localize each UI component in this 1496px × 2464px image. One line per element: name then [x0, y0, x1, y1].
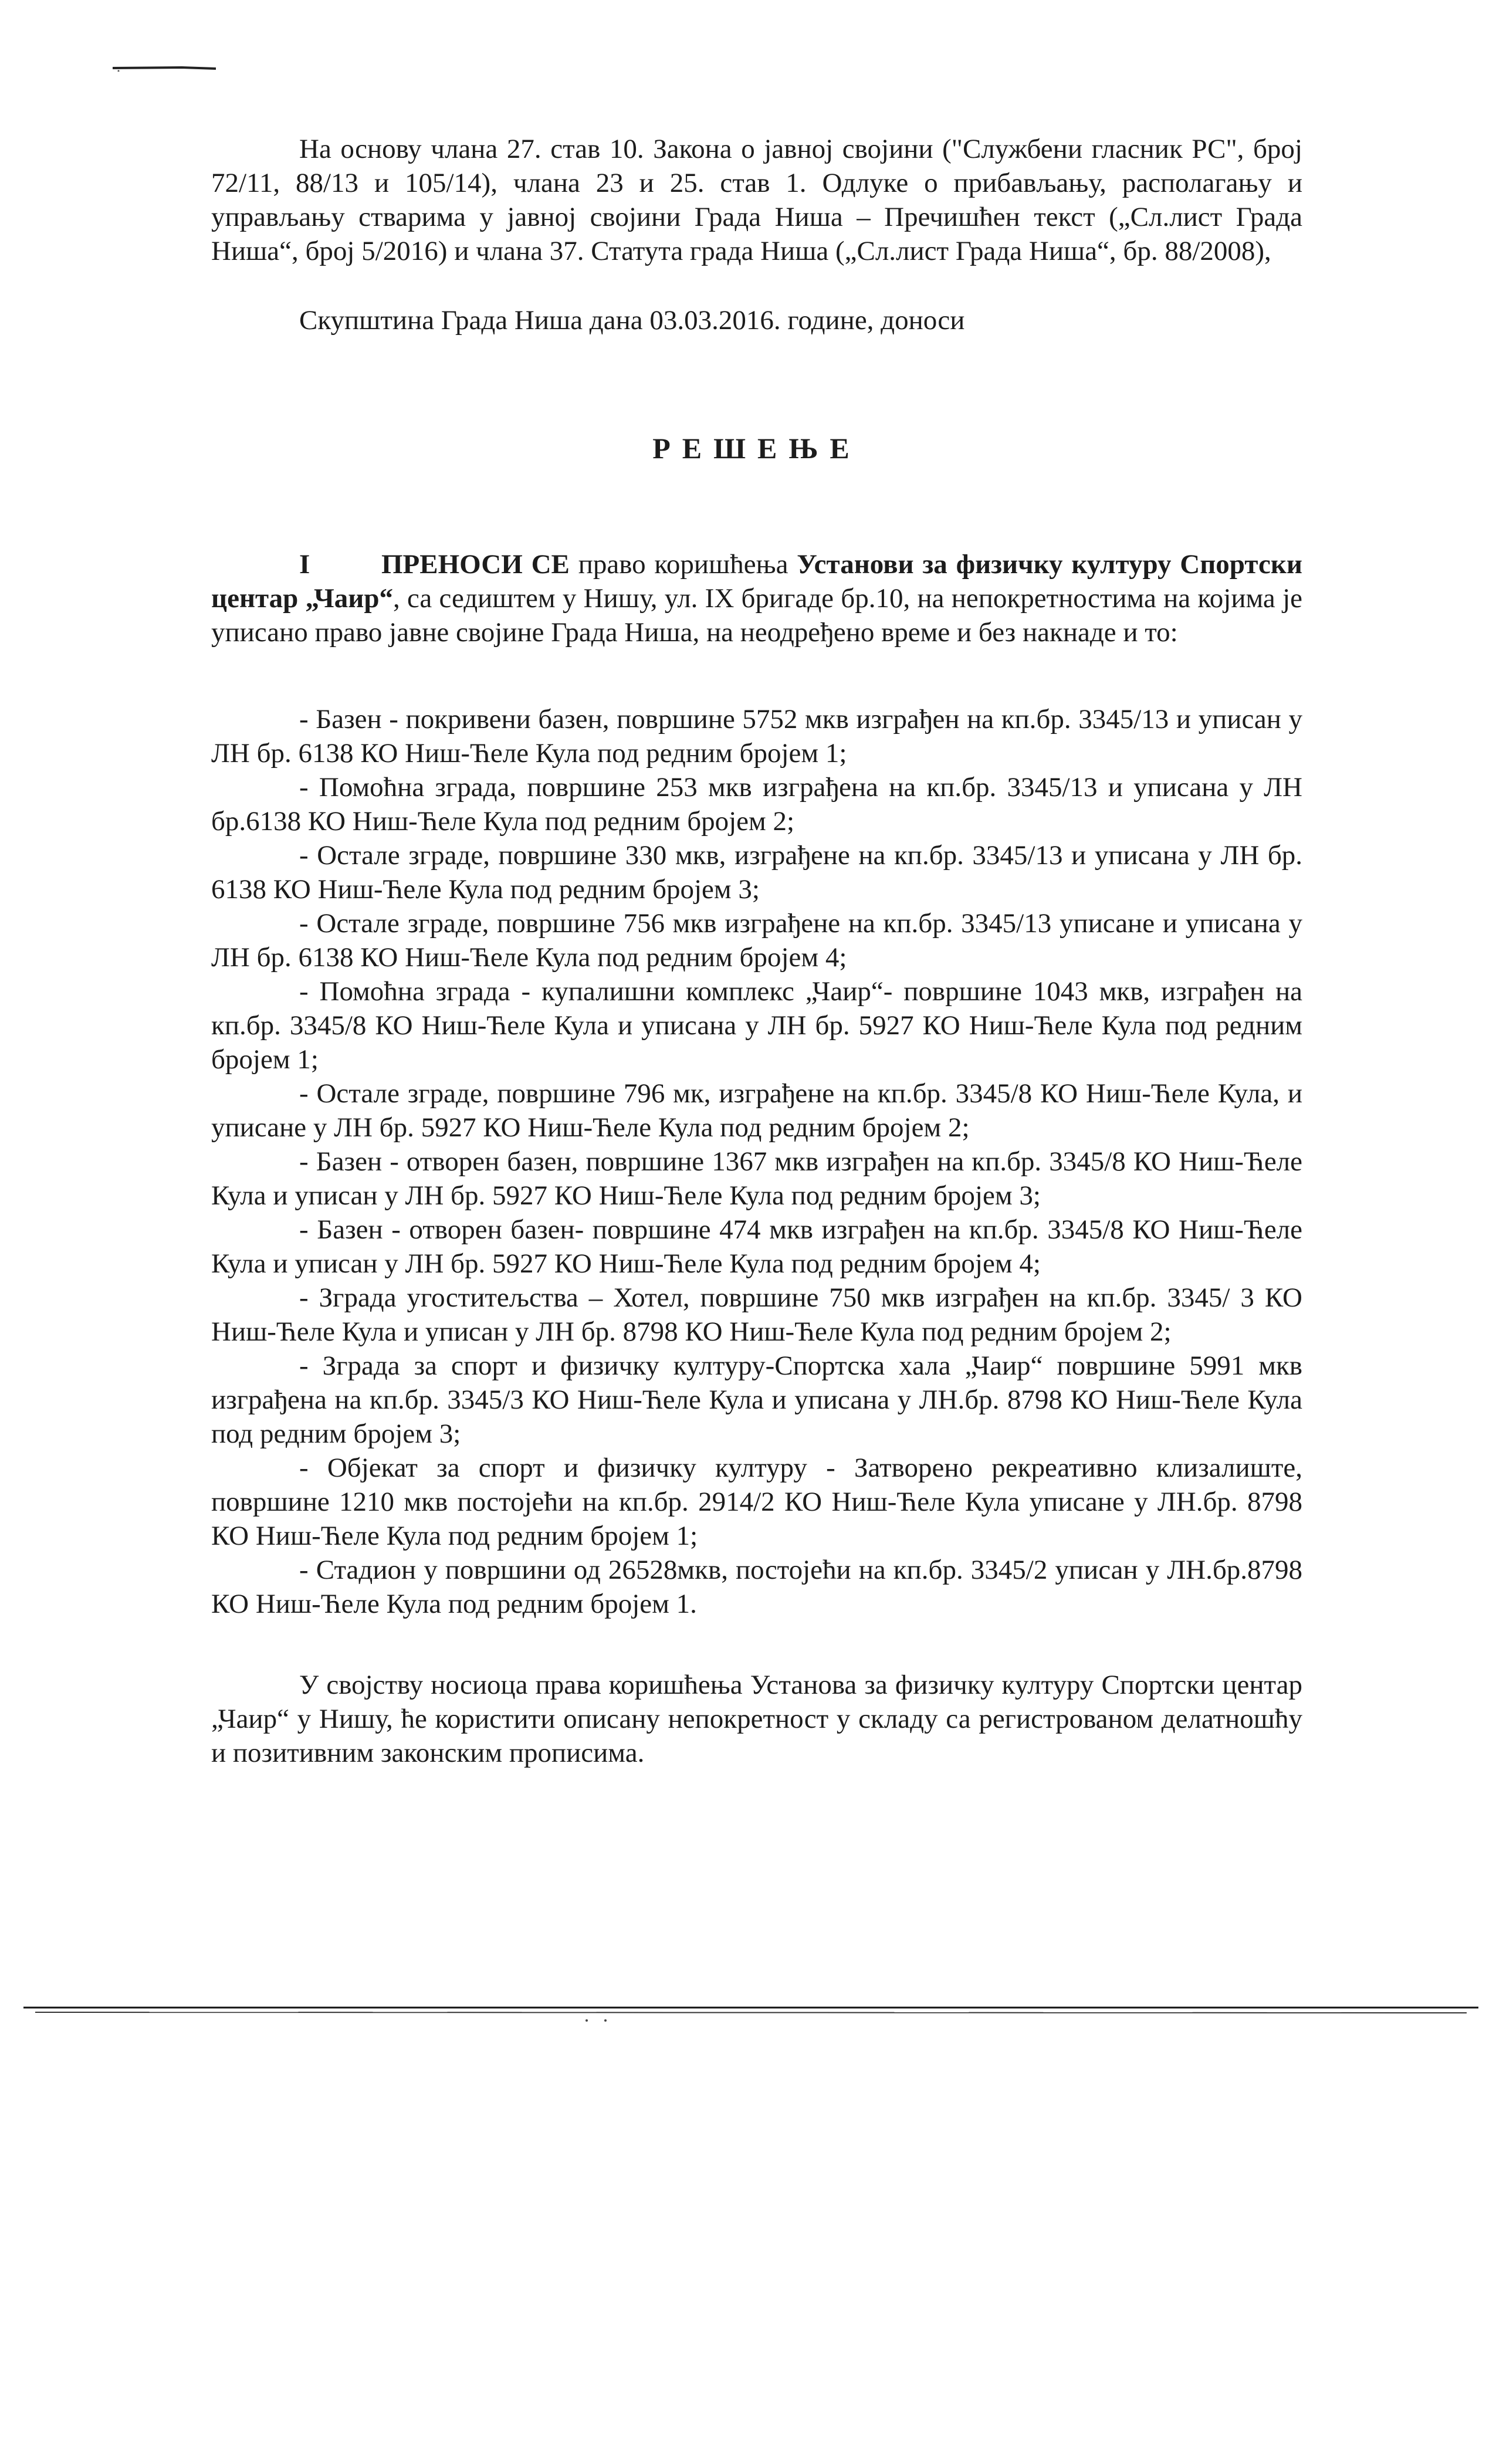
list-item: - Помоћна зграда, површине 253 мкв изграђена на кп.бр. 3345/13 и уписана у ЛН бр.6138 КО Ниш-Ћеле Кула под редним бројем 2;: [211, 772, 1302, 837]
list-item: - Помоћна зграда - купалишни комплекс „Чаир“- површине 1043 мкв, изграђен на кп.бр. 3345/8 КО Ниш-Ћеле Кула и уписана у ЛН бр. 5927 КО Ниш-Ћеле Кула под редним бројем 1;: [211, 976, 1302, 1075]
section-heading: ПРЕНОСИ СЕ: [381, 549, 570, 580]
list-item: - Зграда угоститељства – Хотел, површине 750 мкв изграђен на кп.бр. 3345/ 3 КО Ниш-Ћеле Кула и уписан у ЛН бр. 8798 КО Ниш-Ћеле Кула под редним бројем 2;: [211, 1282, 1302, 1347]
list-item: - Објекат за спорт и физичку културу - Затворено рекреативно клизалиште, површине 1210 мкв постојећи на кп.бр. 2914/2 КО Ниш-Ћеле Кула уписане у ЛН.бр. 8798 КО Ниш-Ћеле Кула под редним бројем 1;: [211, 1453, 1302, 1551]
document-body: [211, 132, 1302, 1770]
list-item: - Остале зграде, површине 756 мкв изграђене на кп.бр. 3345/13 уписане и уписана у ЛН бр. 6138 КО Ниш-Ћеле Кула под редним бројем 4;: [211, 908, 1302, 973]
institution-name: Установи за физичку културу Спортски центар „Чаир“: [211, 549, 1303, 614]
section-one-paragraph: [211, 547, 1302, 649]
section-text-part-1: право коришћења: [569, 549, 797, 580]
blank-lower-area: [0, 2042, 1496, 2464]
section-number: I: [299, 549, 310, 580]
list-item: - Остале зграде, површине 330 мкв, изграђене на кп.бр. 3345/13 и уписана у ЛН бр. 6138 КО Ниш-Ћеле Кула под редним бројем 3;: [211, 840, 1302, 905]
document-title: РЕШЕЊЕ: [652, 432, 861, 465]
list-item: - Зграда за спорт и физичку културу-Спортска хала „Чаир“ површине 5991 мкв изграђена на кп.бр. 3345/3 КО Ниш-Ћеле Кула и уписана у ЛН.бр. 8798 КО Ниш-Ћеле Кула под редним бројем 3;: [211, 1351, 1302, 1449]
scan-artifact-mark: [111, 65, 217, 72]
preamble-paragraph: На основу члана 27. став 10. Закона о јавној својини ("Службени гласник РС", број 72/11, 88/13 и 105/14), члана 23 и 25. став 1. Одлуке о прибављању, располагању и управљању стварима у јавној својини Града Ниша – Пречишћен текст („Сл.лист Града Ниша“, број 5/2016) и члана 37. Статута града Ниша („Сл.лист Града Ниша“, бр. 88/2008),: [211, 134, 1302, 266]
property-list: [211, 702, 1302, 1621]
list-item: - Остале зграде, површине 796 мк, изграђене на кп.бр. 3345/8 КО Ниш-Ћеле Кула, и уписане у ЛН бр. 5927 КО Ниш-Ћеле Кула под редним бројем 2;: [211, 1078, 1302, 1143]
list-item: - Базен - отворен базен- површине 474 мкв изграђен на кп.бр. 3345/8 КО Ниш-Ћеле Кула и уписан у ЛН бр. 5927 КО Ниш-Ћеле Кула под редним бројем 4;: [211, 1214, 1302, 1279]
enacting-clause: Скупштина Града Ниша дана 03.03.2016. године, доноси: [299, 305, 965, 336]
list-item: - Базен - покривени базен, површине 5752 мкв изграђен на кп.бр. 3345/13 и уписан у ЛН бр. 6138 КО Ниш-Ћеле Кула под редним бројем 1;: [211, 704, 1302, 769]
page-bottom-rule: [0, 2001, 1496, 2024]
list-item: - Стадион у површини од 26528мкв, постојећи на кп.бр. 3345/2 уписан у ЛН.бр.8798 КО Ниш-Ћеле Кула под редним бројем 1.: [211, 1555, 1302, 1619]
list-item: - Базен - отворен базен, површине 1367 мкв изграђен на кп.бр. 3345/8 КО Ниш-Ћеле Кула и уписан у ЛН бр. 5927 КО Ниш-Ћеле Кула под редним бројем 3;: [211, 1146, 1302, 1211]
section-text-part-2: , са седиштем у Нишу, ул. IX бригаде бр.10, на непокретностима на којима је уписано право јавне својине Града Ниша, на неодређено време и без накнаде и то:: [211, 583, 1302, 648]
closing-paragraph: У својству носиоца права коришћења Установа за физичку културу Спортски центар „Чаир“ у Нишу, ће користити описану непокретност у складу са регистрованом делатношћу и позитивним законским прописима.: [211, 1670, 1302, 1768]
